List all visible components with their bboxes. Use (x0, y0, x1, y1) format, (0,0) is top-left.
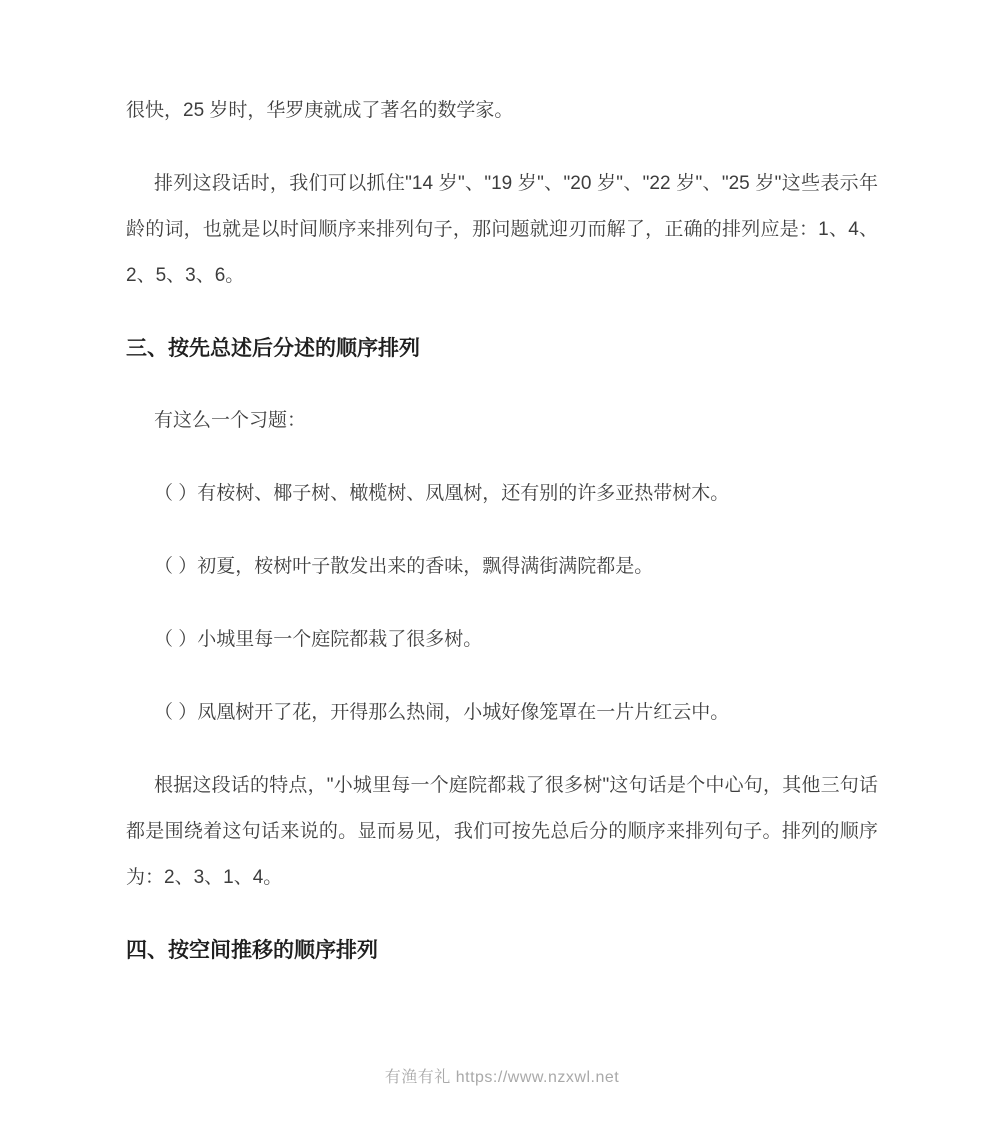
paragraph-time-order-method: 排列这段话时，我们可以抓住"14 岁"、"19 岁"、"20 岁"、"22 岁"、"25 岁"这些表示年龄的词，也就是以时间顺序来排列句子，那问题就迎刃而解了，正确的排列应是：1、4、2、5、3、6。 (126, 173, 878, 286)
section-heading-three: 三、按先总述后分述的顺序排列 (126, 337, 420, 360)
exercise-item-2: （ ）初夏，桉树叶子散发出来的香味，飘得满街满院都是。 (154, 556, 654, 577)
footer-watermark: 有渔有礼 https://www.nzxwl.net (384, 1069, 620, 1086)
exercise-item-4: （ ）凤凰树开了花，开得那么热闹，小城好像笼罩在一片片红云中。 (154, 702, 730, 723)
paragraph-analysis: 根据这段话的特点，"小城里每一个庭院都栽了很多树"这句话是个中心句，其他三句话都是围绕着这句话来说的。显而易见，我们可按先总后分的顺序来排列句子。排列的顺序为：2、3、1、4。 (126, 775, 878, 888)
exercise-item-3: （ ）小城里每一个庭院都栽了很多树。 (154, 629, 483, 650)
exercise-item-1: （ ）有桉树、椰子树、橄榄树、凤凰树，还有别的许多亚热带树木。 (154, 483, 730, 504)
paragraph-exercise-intro: 有这么一个习题： (154, 410, 307, 431)
paragraph-conclusion-time-order: 很快，25 岁时，华罗庚就成了著名的数学家。 (126, 100, 514, 121)
section-heading-four: 四、按空间推移的顺序排列 (126, 939, 378, 962)
